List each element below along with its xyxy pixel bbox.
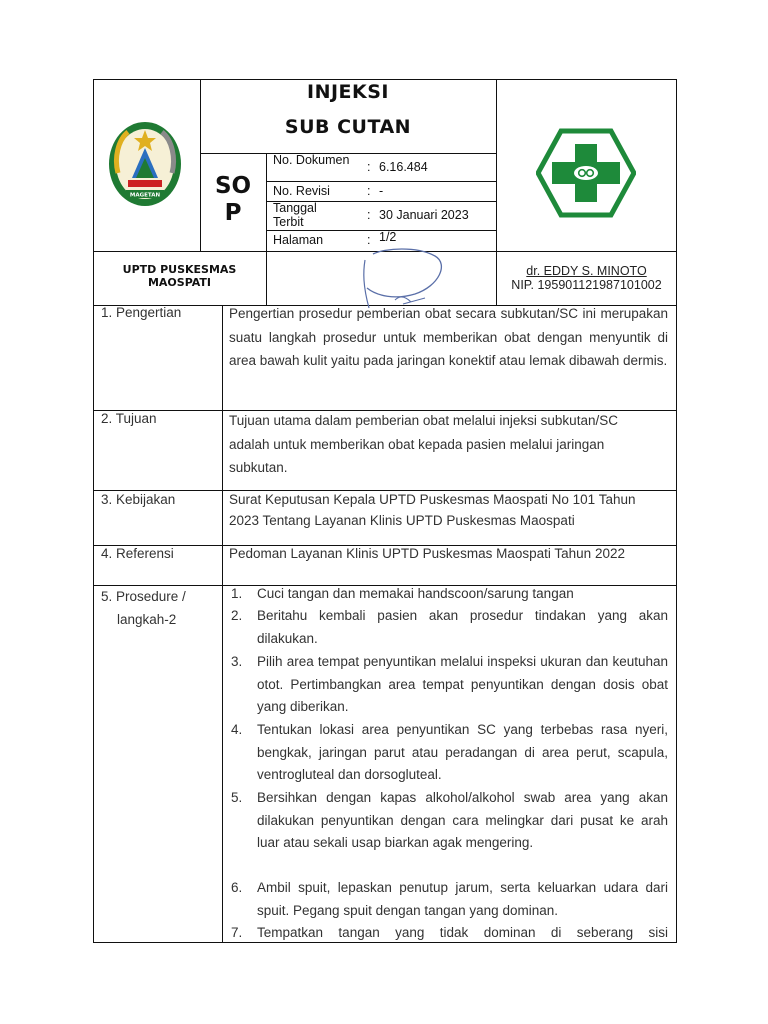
meta-value-halaman: 1/2 <box>379 230 397 244</box>
sop-line1: SO <box>214 173 252 199</box>
step-text: Ambil spuit, lepaskan penutup jarum, serta keluarkan udara dari spuit. Pegang spuit dengan tangan yang dominan. <box>257 880 668 918</box>
signatory-name: dr. EDDY S. MINOTO <box>526 264 647 278</box>
step-text: Beritahu kembali pasien akan prosedur tindakan yang akan dilakukan. <box>257 608 668 646</box>
organization-name-line2: MAOSPATI <box>147 276 212 289</box>
text-kebijakan-line: Surat Keputusan Kepala UPTD Puskesmas Maospati No 101 Tahun <box>229 492 636 507</box>
table-border-right <box>676 79 677 943</box>
meta-sep: : <box>367 208 371 222</box>
meta-value-no-dokumen: 6.16.484 <box>379 160 428 174</box>
label-prosedure <box>101 585 186 631</box>
text-tujuan-line: adalah untuk memberikan obat kepada pasien melalui jaringan <box>229 436 605 452</box>
meta-value-no-revisi: - <box>379 184 384 198</box>
header-divider <box>496 79 497 251</box>
text-tujuan <box>229 409 668 480</box>
procedure-step <box>231 787 668 855</box>
meta-sep: : <box>367 233 371 247</box>
step-number: 3. <box>231 654 243 669</box>
table-border-bottom <box>93 942 677 943</box>
text-referensi: Pedoman Layanan Klinis UPTD Puskesmas Maospati Tahun 2022 <box>229 546 625 561</box>
label-tujuan: 2. Tujuan <box>101 411 157 426</box>
step-number: 5. <box>231 790 243 805</box>
text-tujuan-line: subkutan. <box>229 460 288 475</box>
organization-name <box>93 263 266 289</box>
text-kebijakan <box>229 489 668 531</box>
meta-label-no-revisi: No. Revisi <box>273 184 330 198</box>
label-kebijakan: 3. Kebijakan <box>101 492 176 507</box>
step-text: Pilih area tempat penyuntikan melalui inspeksi ukuran dan keutuhan otot. Pertimbangkan area tempat penyuntikan dengan dosis obat yang diberikan. <box>257 654 668 715</box>
text-tujuan-line: Tujuan utama dalam pemberian obat melalui injeksi subkutan/SC <box>229 413 618 428</box>
step-text: Bersihkan dengan kapas alkohol/alkohol swab area yang akan dilakukan penyuntikan dengan cara melingkar dari pusat ke arah luar atau sekali usap biarkan agak mengering. <box>257 790 668 851</box>
label-prosedure-line2: langkah-2 <box>117 612 177 627</box>
procedure-step <box>231 877 668 922</box>
puskesmas-logo <box>536 128 636 218</box>
procedure-step <box>231 605 668 650</box>
content-divider <box>222 305 223 943</box>
procedure-step <box>231 651 668 719</box>
step-text: Cuci tangan dan memakai handscoon/sarung tangan <box>257 586 574 601</box>
text-kebijakan-line: 2023 Tentang Layanan Klinis UPTD Puskesmas Maospati <box>229 513 575 528</box>
label-pengertian: 1. Pengertian <box>101 305 182 320</box>
meta-sep: : <box>367 184 371 198</box>
step-number: 1. <box>231 586 243 601</box>
meta-sep: : <box>367 160 371 174</box>
step-text: Tempatkan tangan yang tidak dominan di seberang sisi <box>257 925 668 940</box>
step-number: 7. <box>231 925 243 940</box>
sop-label <box>200 173 266 229</box>
text-pengertian: Pengertian prosedur pemberian obat secara subkutan/SC ini merupakan suatu langkah prosedur untuk memberikan obat dengan menyuntik di area bawah kulit yaitu pada jaringan konektif atau lemak dibawah dermis. <box>229 306 668 368</box>
signatory-nip: NIP. 195901121987101002 <box>511 278 662 292</box>
label-referensi: 4. Referensi <box>101 546 174 561</box>
procedure-step <box>231 583 668 606</box>
procedure-step <box>231 922 668 942</box>
step-number: 4. <box>231 722 243 737</box>
regency-emblem <box>104 118 186 210</box>
document-title-line1: INJEKSI <box>307 81 389 103</box>
meta-value-tanggal-terbit: 30 Januari 2023 <box>379 208 469 222</box>
procedure-step <box>231 719 668 787</box>
document-title-line2: SUB CUTAN <box>284 116 412 138</box>
emblem-label: MAGETAN <box>129 192 161 199</box>
table-border-left <box>93 79 94 943</box>
organization-name-line1: UPTD PUSKESMAS <box>122 263 237 276</box>
step-text: Tentukan lokasi area penyuntikan SC yang terbebas rasa nyeri, bengkak, jaringan parut atau peradangan di area perut, scapula, ventrogluteal dan dorsogluteal. <box>257 722 668 783</box>
sop-line2: P <box>224 200 242 226</box>
meta-label-halaman: Halaman <box>273 233 324 247</box>
meta-label-no-dokumen: No. Dokumen <box>273 153 350 167</box>
step-number: 6. <box>231 880 243 895</box>
meta-label-tanggal-terbit: Tanggal Terbit <box>273 201 317 229</box>
header-divider <box>266 181 497 182</box>
step-number: 2. <box>231 608 243 623</box>
label-prosedure-line1: 5. Prosedure / <box>101 589 186 604</box>
